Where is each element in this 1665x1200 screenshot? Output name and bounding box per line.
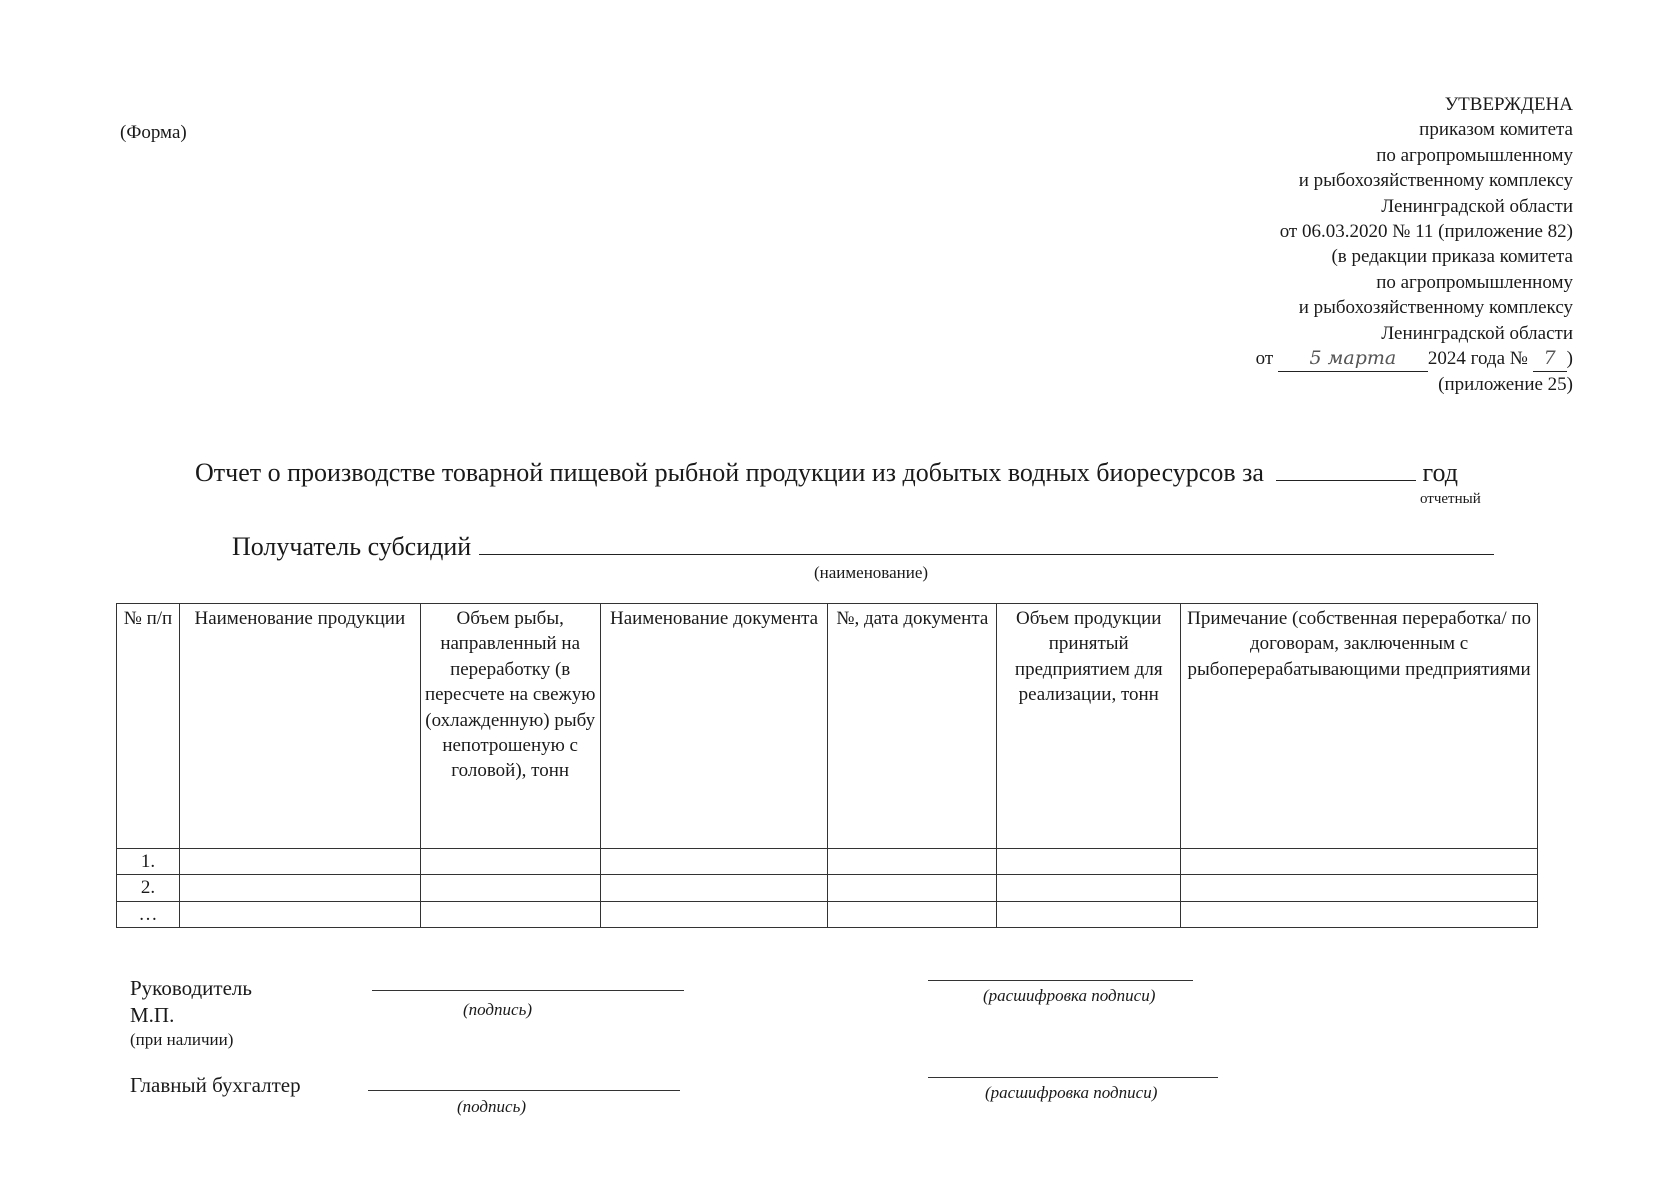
period-blank[interactable] (1276, 458, 1416, 481)
table-header-row (117, 604, 1538, 849)
report-table (116, 603, 1538, 928)
approval-line: приказом комитета (1419, 119, 1573, 141)
table-cell[interactable] (179, 875, 420, 901)
table-cell[interactable] (600, 849, 828, 875)
approval-line: Ленинградской области (1381, 322, 1573, 344)
approval-line: по агропромышленному (1376, 144, 1573, 166)
approval-line: УТВЕРЖДЕНА (1444, 94, 1573, 115)
approval-date-line (1053, 346, 1573, 372)
approval-year-text: 2024 года № (1427, 348, 1528, 370)
table-cell[interactable] (1181, 901, 1538, 927)
table-cell[interactable] (828, 875, 997, 901)
approval-block (1053, 92, 1573, 398)
table-cell[interactable] (997, 875, 1181, 901)
approval-line: (в редакции приказа комитета (1331, 246, 1573, 268)
approval-closing: ) (1566, 348, 1573, 370)
accountant-decoding-caption: (расшифровка подписи) (985, 1083, 1158, 1102)
column-header-document-name: Наименование документа (600, 604, 828, 849)
table-cell[interactable] (179, 849, 420, 875)
approval-from-prefix: от (1255, 348, 1274, 370)
head-signature-caption: (подпись) (463, 1000, 532, 1019)
report-title-text: Отчет о производстве товарной пищевой рыбной продукции из добытых водных биоресурсов за (195, 458, 1264, 487)
column-header-note: Примечание (собственная переработка/ по договорам, заключенным с рыбоперерабатывающими предприятиями (1181, 604, 1538, 849)
column-header-fish-volume: Объем рыбы, направленный на переработку (в пересчете на свежую (охлажденную) рыбу непотрошеную с головой), тонн (420, 604, 600, 849)
report-title-suffix: год (1422, 458, 1458, 487)
table-cell[interactable] (420, 875, 600, 901)
column-header-number: № п/п (117, 604, 180, 849)
handwritten-date: 5 марта (1278, 346, 1428, 372)
table-row (117, 901, 1538, 927)
table-cell[interactable] (828, 849, 997, 875)
period-caption: отчетный (1420, 491, 1481, 507)
stamp-note: (при наличии) (130, 1030, 234, 1049)
table-cell[interactable] (600, 875, 828, 901)
row-number: 2. (117, 875, 180, 901)
row-number: … (117, 901, 180, 927)
approval-line: и рыбохозяйственному комплексу (1298, 170, 1573, 192)
table-cell[interactable] (420, 901, 600, 927)
table-row (117, 875, 1538, 901)
recipient-label: Получатель субсидий (232, 532, 472, 561)
head-decoding-line[interactable] (928, 980, 1193, 981)
approval-line: от 06.03.2020 № 11 (приложение 82) (1279, 221, 1573, 243)
table-cell[interactable] (997, 849, 1181, 875)
stamp-label: М.П. (130, 1003, 175, 1027)
table-cell[interactable] (420, 849, 600, 875)
handwritten-number: 7 (1533, 346, 1567, 372)
table-cell[interactable] (997, 901, 1181, 927)
accountant-decoding-line[interactable] (928, 1077, 1218, 1078)
recipient-blank[interactable] (479, 532, 1494, 555)
head-signature-line[interactable] (372, 990, 684, 991)
approval-appendix: (приложение 25) (1438, 374, 1573, 396)
accountant-signature-caption: (подпись) (457, 1097, 526, 1116)
recipient-caption: (наименование) (814, 563, 929, 582)
approval-line: по агропромышленному (1376, 271, 1573, 293)
column-header-document-date: №, дата документа (828, 604, 997, 849)
recipient-line (232, 532, 1494, 582)
head-decoding-caption: (расшифровка подписи) (983, 986, 1156, 1005)
table-cell[interactable] (600, 901, 828, 927)
table-cell[interactable] (828, 901, 997, 927)
row-number: 1. (117, 849, 180, 875)
head-label: Руководитель (130, 976, 252, 1000)
approval-line: и рыбохозяйственному комплексу (1298, 297, 1573, 319)
report-title (195, 458, 1555, 507)
table-cell[interactable] (179, 901, 420, 927)
column-header-product-volume: Объем продукции принятый предприятием для реализации, тонн (997, 604, 1181, 849)
accountant-signature-line[interactable] (368, 1090, 680, 1091)
approval-line: Ленинградской области (1381, 195, 1573, 217)
form-label: (Форма) (120, 122, 187, 143)
table-row (117, 849, 1538, 875)
table-cell[interactable] (1181, 849, 1538, 875)
accountant-label: Главный бухгалтер (130, 1073, 301, 1097)
column-header-product: Наименование продукции (179, 604, 420, 849)
table-cell[interactable] (1181, 875, 1538, 901)
